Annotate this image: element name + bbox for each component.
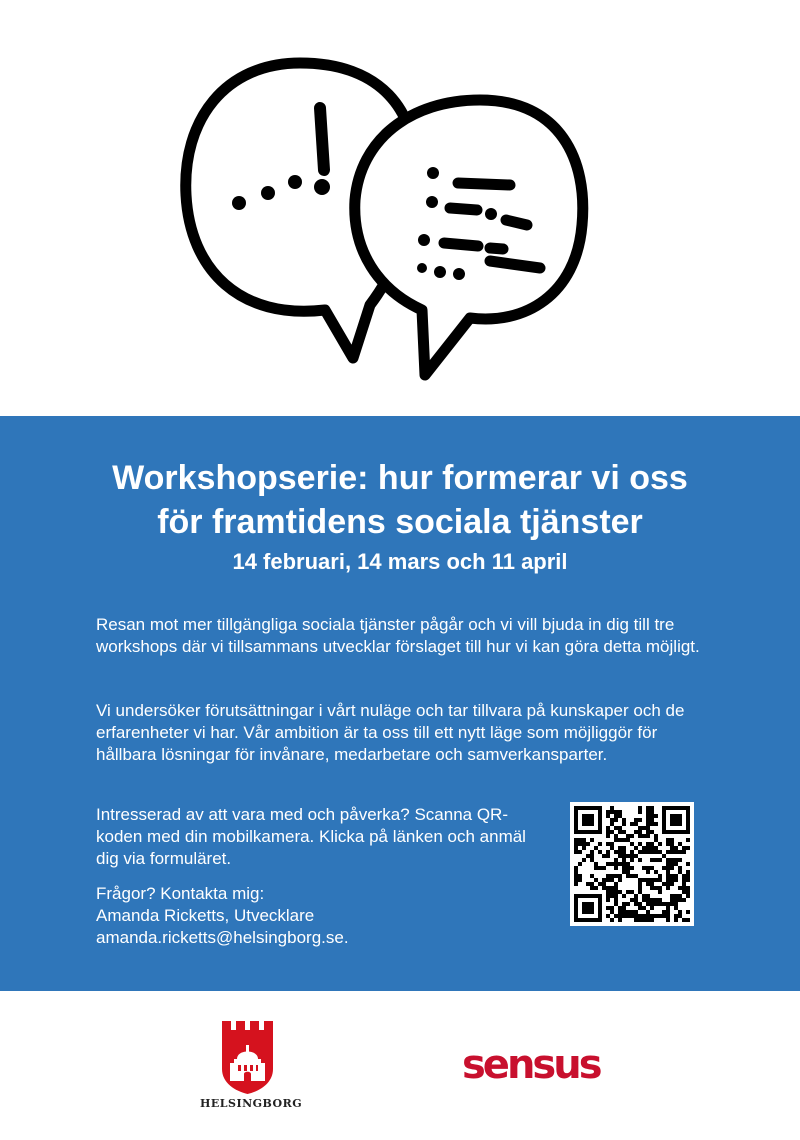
contact-block [96, 883, 526, 949]
right-speech-bubble [355, 100, 583, 375]
signup-paragraph: Intresserad av att vara med och påverka? Scanna QR-koden med din mobilkamera. Klicka på länken och anmäl dig via formuläret. [96, 805, 526, 868]
sensus-logo: sensus [462, 1042, 600, 1088]
intro-paragraph: Resan mot mer tillgängliga sociala tjänster pågår och vi vill bjuda in dig till tre workshops där vi tillsammans utvecklar förslaget till hur vi kan göra detta möjligt. [96, 615, 700, 656]
footer [0, 991, 800, 1140]
speech-bubbles-icon [0, 0, 800, 416]
helsingborg-crest-icon [200, 1019, 300, 1095]
helsingborg-logo [200, 1019, 303, 1115]
workshop-dates: 14 februari, 14 mars och 11 april [232, 549, 568, 574]
ambition-paragraph: Vi undersöker förutsättningar i vårt nuläge och tar tillvara på kunskaper och de erfarenheter vi har. Vår ambition är ta oss till ett nytt läge som möjliggör för hållbara lösningar för invånare, medarbetare och samverkansparter. [96, 701, 685, 764]
title-line-2: för framtidens sociala tjänster [157, 503, 643, 541]
contact-name: Amanda Ricketts, Utvecklare [96, 906, 315, 925]
hero-illustration [0, 0, 800, 416]
title-line-1: Workshopserie: hur formerar vi oss [112, 459, 688, 497]
contact-heading: Frågor? Kontakta mig: [96, 884, 265, 903]
page-title [0, 456, 800, 544]
contact-email[interactable]: amanda.ricketts@helsingborg.se. [96, 928, 349, 947]
helsingborg-wordmark: HELSINGBORG [200, 1097, 303, 1110]
qr-code[interactable] [570, 802, 694, 926]
qr-code-icon [570, 802, 694, 926]
info-band [0, 416, 800, 991]
